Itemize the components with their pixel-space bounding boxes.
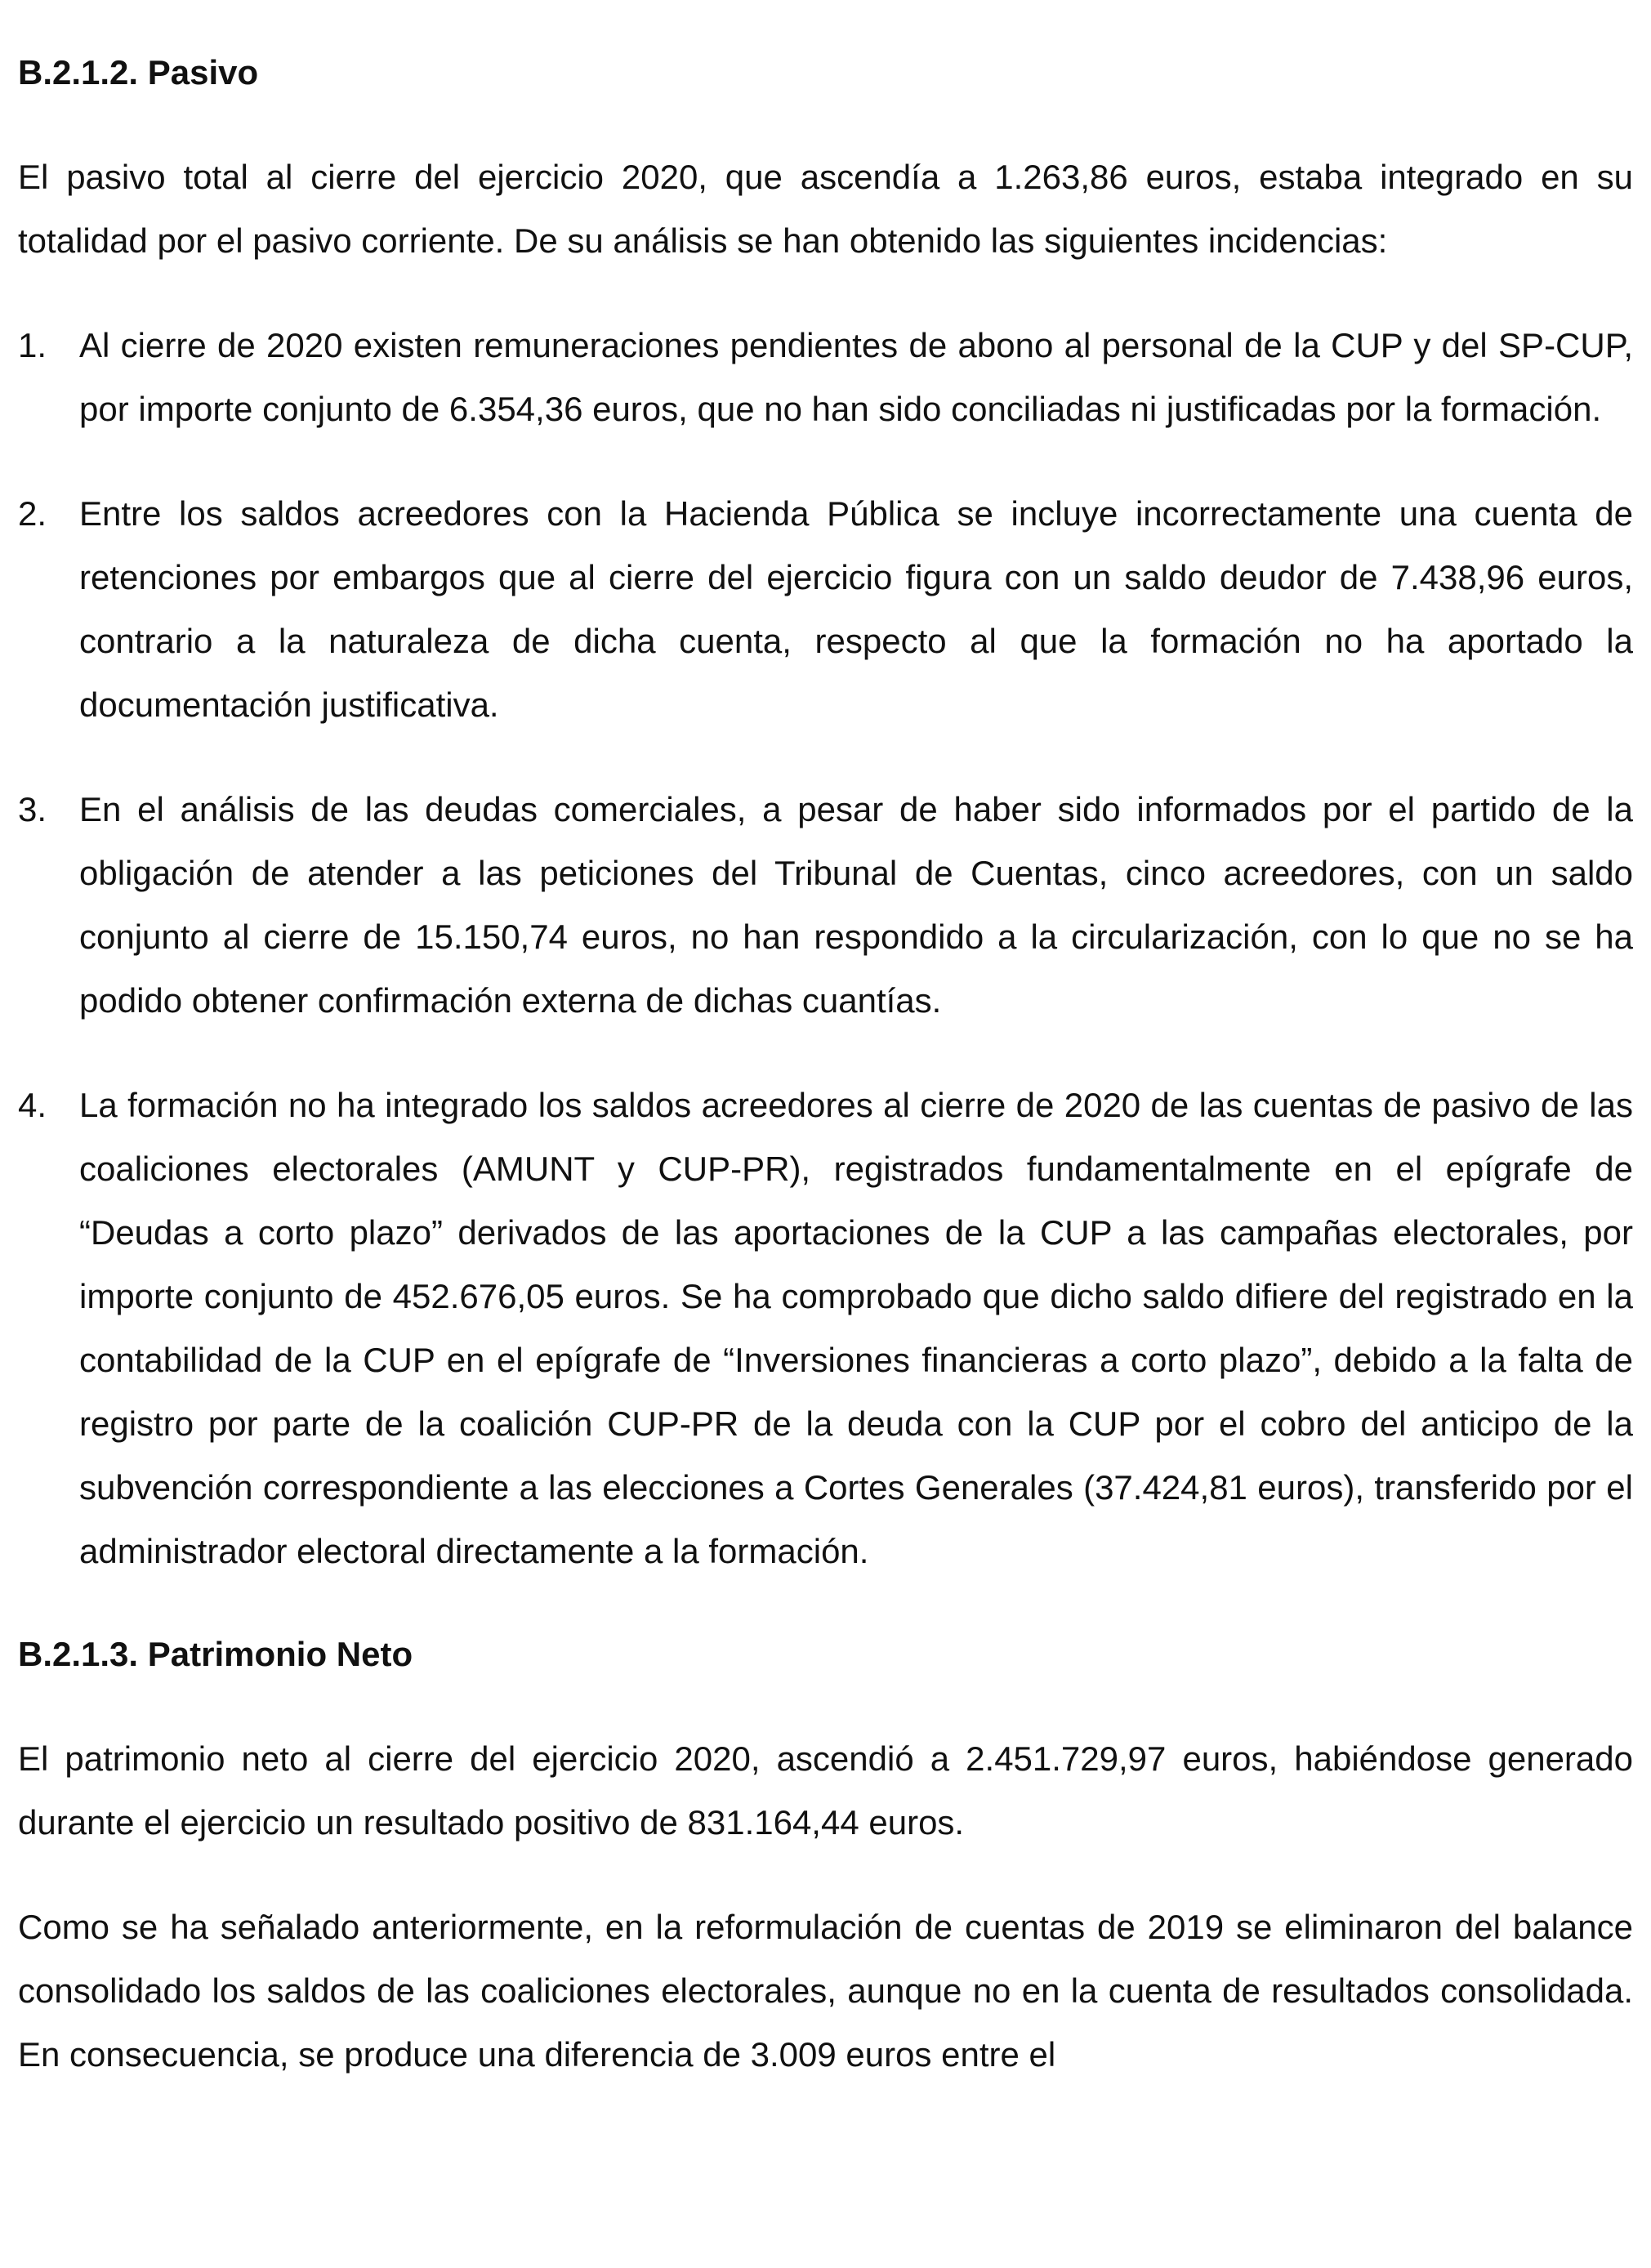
list-item-number: 3. bbox=[18, 790, 47, 828]
list-item bbox=[18, 482, 1633, 737]
list-item bbox=[18, 314, 1633, 441]
list-item-text: Entre los saldos acreedores con la Hacienda Pública se incluye incorrectamente una cuenta de retenciones por embargos que al cierre del ejercicio figura con un saldo deudor de 7.438,96 euros, contrario a la naturaleza de dicha cuenta, respecto al que la formación no ha aportado la documentación justificativa. bbox=[79, 494, 1633, 724]
list-item-text: En el análisis de las deudas comerciales, a pesar de haber sido informados por el partido de la obligación de atender a las peticiones del Tribunal de Cuentas, cinco acreedores, con un saldo conjunto al cierre de 15.150,74 euros, no han respondido a la circularización, con lo que no se ha podido obtener confirmación externa de dichas cuantías. bbox=[79, 790, 1633, 1020]
document-page bbox=[18, 41, 1633, 2087]
list-item-number: 4. bbox=[18, 1086, 47, 1124]
list-item-number: 2. bbox=[18, 494, 47, 533]
list-item bbox=[18, 1074, 1633, 1583]
section-heading-pasivo: B.2.1.2. Pasivo bbox=[18, 53, 259, 92]
list-item bbox=[18, 778, 1633, 1033]
pasivo-intro-paragraph: El pasivo total al cierre del ejercicio 2020, que ascendía a 1.263,86 euros, estaba integrado en su totalidad por el pasivo corriente. De su análisis se han obtenido las siguientes incidencias: bbox=[18, 158, 1633, 260]
list-item-text: La formación no ha integrado los saldos acreedores al cierre de 2020 de las cuentas de pasivo de las coaliciones electorales (AMUNT y CUP-PR), registrados fundamentalmente en el epígrafe de “Deudas a corto plazo” derivados de las aportaciones de la CUP a las campañas electorales, por importe conjunto de 452.676,05 euros. Se ha comprobado que dicho saldo difiere del registrado en la contabilidad de la CUP en el epígrafe de “Inversiones financieras a corto plazo”, debido a la falta de registro por parte de la coalición CUP-PR de la deuda con la CUP por el cobro del anticipo de la subvención correspondiente a las elecciones a Cortes Generales (37.424,81 euros), transferido por el administrador electoral directamente a la formación. bbox=[79, 1086, 1633, 1570]
section-heading-patrimonio-neto: B.2.1.3. Patrimonio Neto bbox=[18, 1635, 413, 1673]
patrimonio-paragraph-2: Como se ha señalado anteriormente, en la reformulación de cuentas de 2019 se eliminaron del balance consolidado los saldos de las coaliciones electorales, aunque no en la cuenta de resultados consolidada. En consecuencia, se produce una diferencia de 3.009 euros entre el bbox=[18, 1908, 1633, 2074]
list-item-text: Al cierre de 2020 existen remuneraciones pendientes de abono al personal de la CUP y del SP-CUP, por importe conjunto de 6.354,36 euros, que no han sido conciliadas ni justificadas por la formación. bbox=[79, 326, 1633, 428]
patrimonio-paragraph-1: El patrimonio neto al cierre del ejercicio 2020, ascendió a 2.451.729,97 euros, habiéndose generado durante el ejercicio un resultado positivo de 831.164,44 euros. bbox=[18, 1739, 1633, 1842]
list-item-number: 1. bbox=[18, 326, 47, 364]
